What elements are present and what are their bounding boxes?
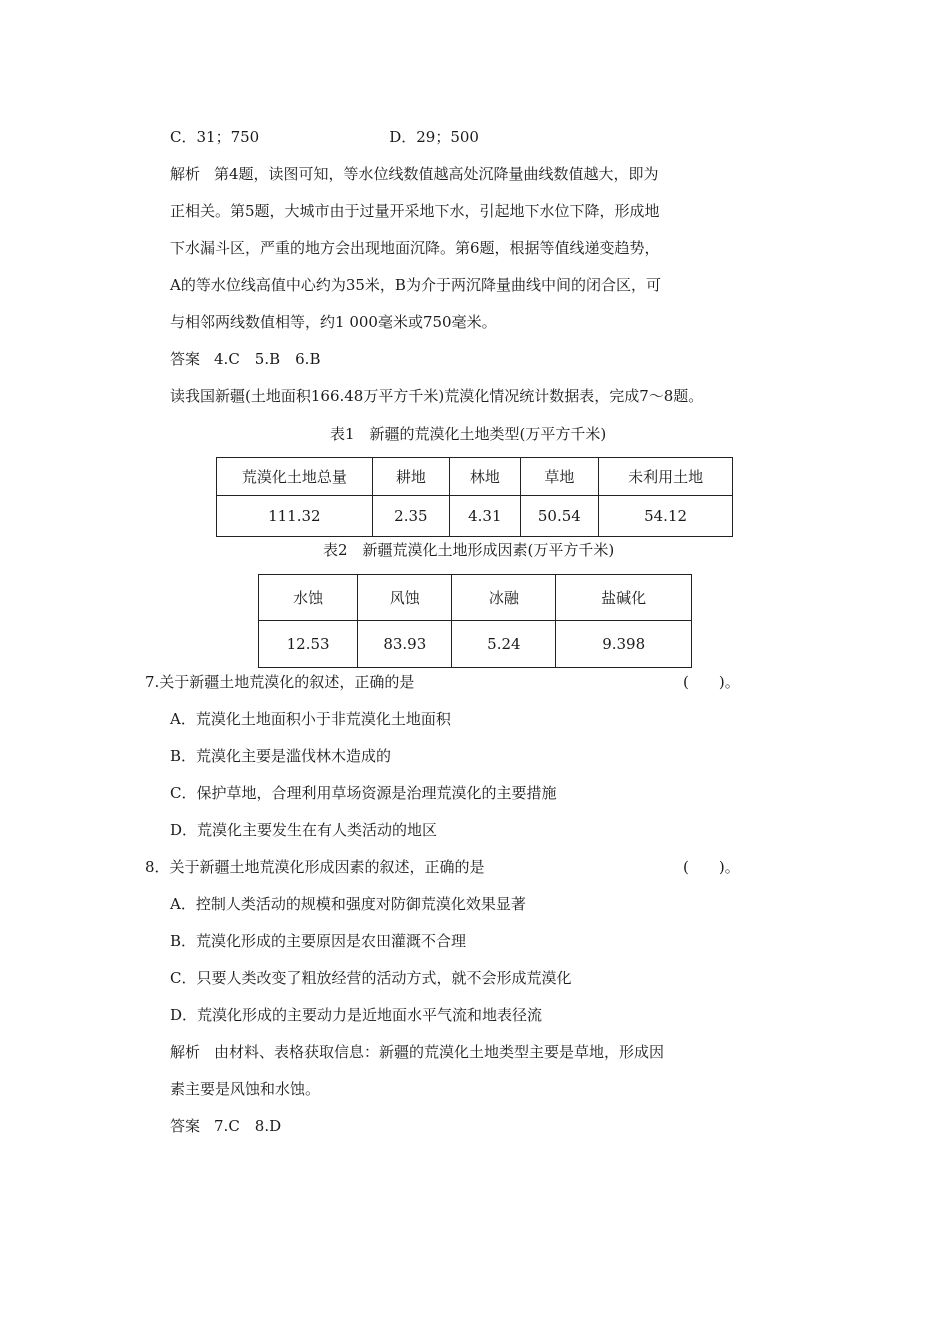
answer-line [170, 349, 320, 369]
table2-caption: 表2 新疆荒漠化土地形成因素(万平方千米) [323, 541, 615, 559]
answer-line [170, 1116, 281, 1136]
table2-header: 水蚀 [259, 575, 358, 621]
analysis-line [170, 164, 659, 184]
analysis-text: 第4题，读图可知，等水位线数值越高处沉降量曲线数值越大，即为 [214, 165, 659, 183]
table1-header: 未利用土地 [599, 458, 733, 496]
table2-header: 冰融 [452, 575, 556, 621]
analysis-line [170, 1042, 664, 1062]
analysis-line: 正相关。第5题，大城市由于过量开采地下水，引起地下水位下降，形成地 [170, 202, 660, 220]
table1-cell: 2.35 [372, 496, 449, 537]
answer-label: 答案 [170, 1117, 201, 1135]
q7-option-c: C．保护草地，合理利用草场资源是治理荒漠化的主要措施 [170, 784, 557, 802]
analysis-text: 由材料、表格获取信息：新疆的荒漠化土地类型主要是草地，形成因 [214, 1043, 665, 1061]
table2-header: 风蚀 [358, 575, 452, 621]
analysis-label: 解析 [170, 165, 201, 183]
analysis-label: 解析 [170, 1043, 201, 1061]
intro-text: 读我国新疆(土地面积166.48万平方千米)荒漠化情况统计数据表，完成7～8题。 [170, 387, 704, 405]
answer-text: 7.C 8.D [214, 1117, 282, 1135]
table1-header: 耕地 [372, 458, 449, 496]
q7-option-b: B．荒漠化主要是滥伐林木造成的 [170, 747, 392, 765]
option-d: D．29；500 [389, 128, 479, 146]
q8-option-c: C．只要人类改变了粗放经营的活动方式，就不会形成荒漠化 [170, 969, 572, 987]
table1-cell: 4.31 [450, 496, 521, 537]
table1 [216, 457, 733, 537]
prev-options-row [170, 127, 479, 147]
table1-header: 林地 [450, 458, 521, 496]
analysis-line: 素主要是风蚀和水蚀。 [170, 1080, 321, 1098]
table1-cell: 50.54 [520, 496, 599, 537]
q8-option-b: B．荒漠化形成的主要原因是农田灌溉不合理 [170, 932, 467, 950]
table1-header: 荒漠化土地总量 [217, 458, 373, 496]
q8-option-d: D．荒漠化形成的主要动力是近地面水平气流和地表径流 [170, 1006, 543, 1024]
table1-cell: 54.12 [599, 496, 733, 537]
q8-stem: 8．关于新疆土地荒漠化形成因素的叙述，正确的是 [145, 858, 485, 876]
q8-answer-blank: ( )。 [683, 858, 740, 876]
table2-cell: 83.93 [358, 621, 452, 668]
table1-cell: 111.32 [217, 496, 373, 537]
analysis-line: 下水漏斗区，严重的地方会出现地面沉降。第6题，根据等值线递变趋势， [170, 239, 660, 257]
table1-header: 草地 [520, 458, 599, 496]
table2-header: 盐碱化 [556, 575, 692, 621]
option-c: C．31；750 [170, 128, 260, 146]
q7-answer-blank: ( )。 [683, 673, 740, 691]
q7-stem: 7.关于新疆土地荒漠化的叙述，正确的是 [145, 673, 415, 691]
analysis-line: A的等水位线高值中心约为35米，B为介于两沉降量曲线中间的闭合区，可 [170, 276, 661, 294]
table1-caption: 表1 新疆的荒漠化土地类型(万平方千米) [330, 425, 607, 443]
table2-cell: 12.53 [259, 621, 358, 668]
answer-text: 4.C 5.B 6.B [214, 350, 321, 368]
table2-cell: 5.24 [452, 621, 556, 668]
table2 [258, 574, 692, 668]
q7-option-a: A．荒漠化土地面积小于非荒漠化土地面积 [170, 710, 451, 728]
table2-cell: 9.398 [556, 621, 692, 668]
q8-option-a: A．控制人类活动的规模和强度对防御荒漠化效果显著 [170, 895, 526, 913]
q7-option-d: D．荒漠化主要发生在有人类活动的地区 [170, 821, 438, 839]
analysis-line: 与相邻两线数值相等，约1 000毫米或750毫米。 [170, 313, 497, 331]
answer-label: 答案 [170, 350, 201, 368]
